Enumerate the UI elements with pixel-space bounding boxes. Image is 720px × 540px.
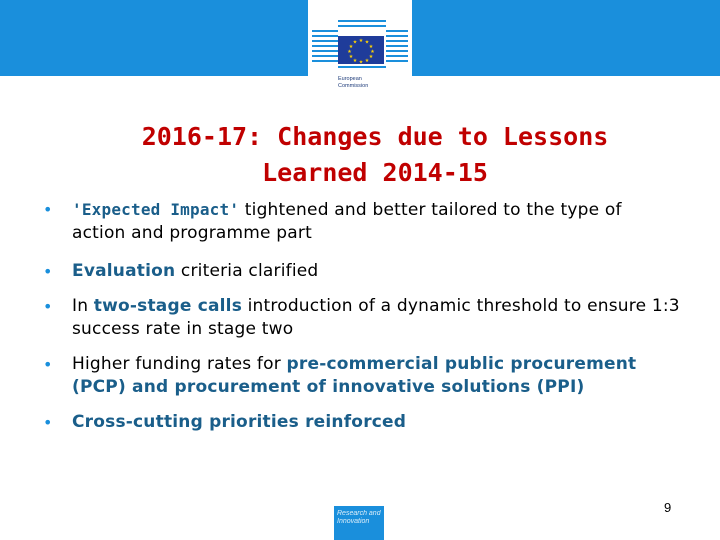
bullet-list <box>40 198 680 434</box>
ri-line2: Innovation <box>337 518 370 525</box>
bullet-text: tightened and better tailored to the type of action and programme part <box>72 200 622 243</box>
slide-title-line1: 2016-17: Changes due to Lessons <box>141 122 609 151</box>
bullet-dot-icon: • <box>43 413 53 432</box>
slide-title-line2: Learned 2014-15 <box>262 158 488 187</box>
page-number: 9 <box>664 500 672 515</box>
bullet-text-pre: In <box>72 296 94 316</box>
svg-text:★: ★ <box>364 39 370 46</box>
svg-text:★: ★ <box>348 44 354 50</box>
bullet-highlight: pre-commercial public procurement (PCP) and procurement of innovative solutions (PPI) <box>72 354 637 397</box>
bullet-two-stage-calls <box>40 295 680 341</box>
research-innovation-logo <box>334 506 384 540</box>
logo-line-european: European <box>338 76 362 82</box>
bullet-expected-impact <box>40 198 680 245</box>
bullet-text: introduction of a dynamic threshold to ensure 1:3 success rate in stage two <box>72 296 680 339</box>
ri-line1: Research and <box>337 510 381 517</box>
bullet-dot-icon: • <box>43 297 53 316</box>
bullet-text-pre: Higher funding rates for <box>72 354 287 374</box>
svg-text:★: ★ <box>352 58 358 64</box>
bullet-cross-cutting <box>40 411 680 434</box>
svg-text:★: ★ <box>358 38 364 44</box>
svg-text:★: ★ <box>352 39 358 46</box>
bullet-highlight: Evaluation <box>72 261 176 281</box>
svg-text:★: ★ <box>347 49 352 55</box>
svg-text:★: ★ <box>348 54 354 60</box>
svg-text:★: ★ <box>370 49 375 55</box>
logo-line-commission: Commission <box>338 83 369 89</box>
bullet-evaluation <box>40 260 680 283</box>
slide-title <box>40 119 710 191</box>
bullet-text: criteria clarified <box>175 261 319 281</box>
bullet-highlight: 'Expected Impact' <box>72 200 240 219</box>
research-innovation-text <box>337 510 381 526</box>
svg-text:★: ★ <box>368 54 374 60</box>
commission-building-icon <box>308 0 412 76</box>
bullet-dot-icon: • <box>43 355 53 374</box>
european-commission-logo <box>308 0 412 102</box>
bullet-funding-rates <box>40 353 680 399</box>
svg-text:★: ★ <box>364 58 370 64</box>
logo-text <box>338 76 398 90</box>
svg-text:★: ★ <box>368 44 374 50</box>
bullet-dot-icon: • <box>43 200 53 219</box>
svg-text:★: ★ <box>358 59 364 66</box>
bullet-dot-icon: • <box>43 262 53 281</box>
bullet-highlight: Cross-cutting priorities reinforced <box>72 412 407 432</box>
bullet-highlight: two-stage calls <box>93 296 243 316</box>
